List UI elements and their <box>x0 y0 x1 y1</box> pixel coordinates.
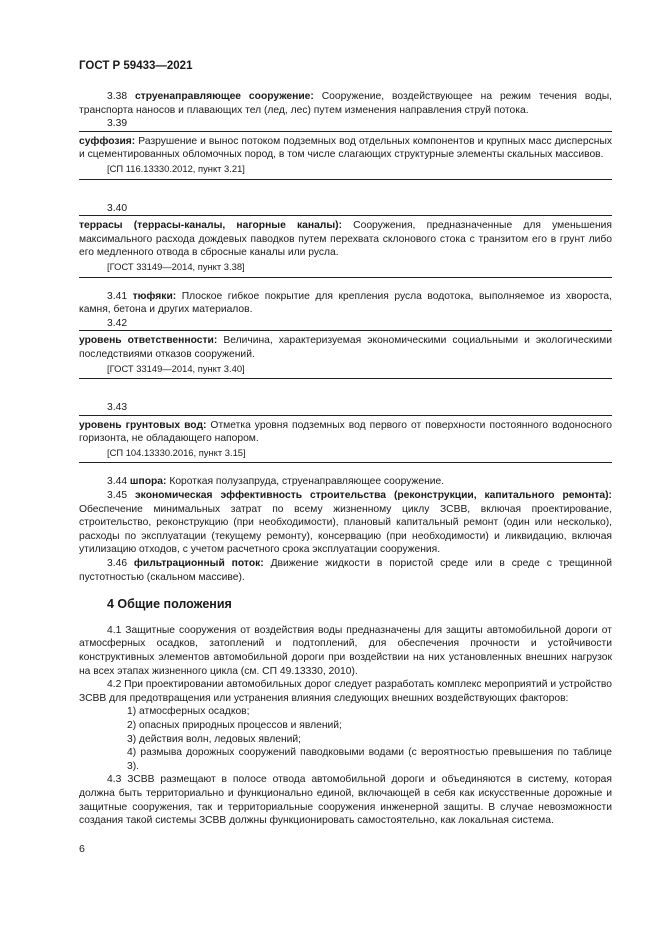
term-title: тюфяки: <box>132 290 177 302</box>
term-title: фильтрационный поток: <box>133 558 264 570</box>
term-title: уровень грунтовых вод: <box>79 419 207 431</box>
document-id: ГОСТ Р 59433—2021 <box>79 60 193 72</box>
term-title: террасы (террасы-каналы, нагорные каналы): <box>79 220 342 232</box>
section-title: 4 Общие положения <box>107 597 232 612</box>
paragraph-4-2: 4.2 При проектировании автомобильных дорог следует разработать комплекс мероприятий и устройство ЗСВВ для предотвращения или устранения влияния следующих внешних воздействующих факторов: <box>79 679 612 704</box>
term-title: экономическая эффективность строительства (реконструкции, капитального ремонта): <box>135 490 612 502</box>
term-reference: [СП 116.13330.2012, пункт 3.21] <box>107 162 245 174</box>
list-item: 3) действия волн, ледовых явлений; <box>127 733 302 745</box>
page-number: 6 <box>79 843 85 855</box>
list-item: 4) размыва дорожных сооружений паводковыми водами (с вероятностью превышения по таблице 3). <box>127 747 612 772</box>
term-3-39: суффозия: Разрушение и вынос потоком подземных вод отдельных компонентов и крупных масс дисперсных и сцементированных обломочных пород, в том числе слагающих структурные элементы скальных массивов. <box>79 135 612 161</box>
list-item: 2) опасных природных процессов и явлений; <box>127 719 342 731</box>
term-3-38: 3.38 струенаправляющее сооружение: Сооружение, воздействующее на режим течения воды, транспорта наносов и плавающих тел (лед, лес) путем изменения направления струй потока. <box>79 91 612 116</box>
term-number-3-42: 3.42 <box>107 317 128 329</box>
term-3-45: 3.45 экономическая эффективность строительства (реконструкции, капитального ремонта): Обеспечение минимальных затрат по всему жизненному циклу ЗСВВ, включая проектирование, строительство, реконструкцию (при необходимости), плановый капитальный ремонт (один или несколько), расходы по эксплуатации (текущему ремонту), консервацию (при необходимости) и ликвидацию, включая утилизацию отходов, с учетом расчетного срока эксплуатации сооружения. <box>79 490 612 556</box>
term-reference: [ГОСТ 33149—2014, пункт 3.40] <box>107 362 245 374</box>
term-reference: [ГОСТ 33149—2014, пункт 3.38] <box>107 260 245 272</box>
factor-list <box>79 705 612 773</box>
paragraph-4-3: 4.3 ЗСВВ размещают в полосе отвода автомобильной дороги и объединяются в систему, которая должна быть территориально и функционально единой, включающей в себя как искусственные дорожные и защитные сооружения, так и территориальные сооружения инженерной защиты. В случае невозможности создания такой системы ЗСВВ должны функционировать самостоятельно, как локальная система. <box>79 774 612 827</box>
term-3-46: 3.46 фильтрационный поток: Движение жидкости в пористой среде или в среде с трещинной пустотностью (скальном массиве). <box>79 558 612 583</box>
term-number-3-43: 3.43 <box>107 402 128 414</box>
term-title: уровень ответственности: <box>79 335 218 347</box>
term-3-44: 3.44 шпора: Короткая полузапруда, струенаправляющее сооружение. <box>107 476 445 488</box>
quoted-term-box-3-40 <box>79 215 612 277</box>
term-3-41: 3.41 тюфяки: Плоское гибкое покрытие для крепления русла водотока, выполняемое из хвороста, камня, бетона и других материалов. <box>79 290 612 316</box>
term-title: шпора: <box>129 476 167 488</box>
page-content <box>79 90 612 828</box>
quoted-term-box-3-39 <box>79 131 612 180</box>
list-item: 1) атмосферных осадков; <box>127 706 250 718</box>
term-3-40: террасы (террасы-каналы, нагорные каналы): Сооружения, предназначенные для уменьшения максимального расхода дождевых паводков путем перехвата склонового стока с транзитом его в грунт либо его медленного отвода в сбросные каналы или русла. <box>79 220 612 259</box>
paragraph-4-1: 4.1 Защитные сооружения от воздействия воды предназначены для защиты автомобильной дороги от атмосферных осадков, затоплений и подтоплений, для обеспечения прочности и устойчивости конструктивных элементов автомобильной дороги при воздействии на них установленных внешних нагрузок на всех этапах жизненного цикла (см. СП 49.13330, 2010). <box>79 624 612 677</box>
term-3-42: уровень ответственности: Величина, характеризуемая экономическими социальными и экологическими последствиями отказов сооружений. <box>79 335 612 360</box>
term-number-3-40: 3.40 <box>107 202 128 214</box>
quoted-term-box-3-43 <box>79 415 612 464</box>
term-3-43: уровень грунтовых вод: Отметка уровня подземных вод первого от поверхности постоянного водоносного горизонта, не обладающего напором. <box>79 419 612 445</box>
term-number-3-39: 3.39 <box>107 118 128 130</box>
term-title: струенаправляющее сооружение: <box>134 91 314 102</box>
term-reference: [СП 104.13330.2016, пункт 3.15] <box>107 446 246 458</box>
quoted-term-box-3-42 <box>79 330 612 379</box>
term-title: суффозия: <box>79 135 136 147</box>
